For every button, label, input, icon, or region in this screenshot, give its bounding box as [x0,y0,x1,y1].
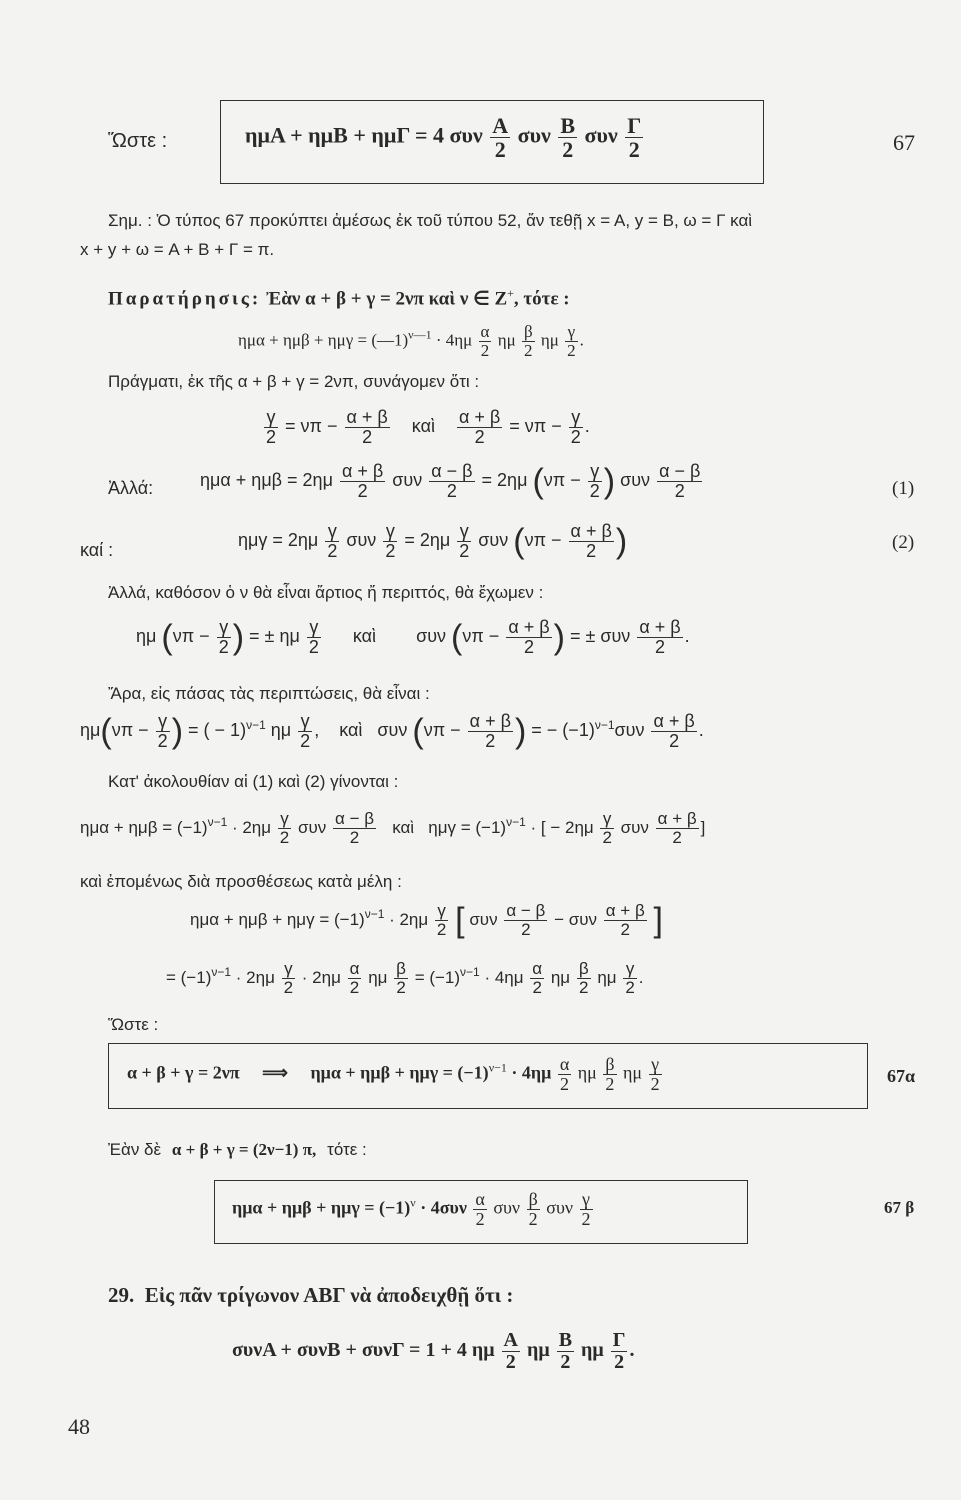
eq-text: · [ − 2ημ [525,817,594,837]
condition: α + β + γ = (2ν−1) π, [171,1140,317,1159]
frac-num: γ [298,712,312,732]
frac-num: γ [623,960,636,979]
eq-text: · 4ημ [431,330,473,350]
frac-num: α [532,959,543,978]
formula-67-lhs: ημΑ + ημΒ + ημΓ = 4 συν [245,122,483,148]
cos-text: συν [517,122,551,148]
cos-text: συν [346,530,377,551]
sin-text: ημ [540,330,559,350]
eq-text: νπ − [524,530,562,551]
eq-text: ημα + ημβ = 2ημ [200,470,333,491]
frac-den: 2 [674,480,685,501]
equation-e: $\eta\mu\alpha + \eta\mu\beta = (-1)^{\nu-1} \cdot 2\eta\mu$ $\frac{\gamma}{2}$ συν $\frac{\alpha - \beta}{2}$ καὶ $\eta\mu\gamma = (-1)^{\nu-1}$ · [ − 2ημ $\frac{\gamma}{2}$ συν $\frac{\alpha + \beta}{2}$ ] [80,809,706,847]
frac-den: 2 [283,977,294,997]
kai-label: καί : [80,540,114,560]
exponent: ν−1 [246,718,266,733]
frac-den: 2 [570,426,581,447]
frac-num: β [528,1189,538,1209]
oste-label-1: Ὥστε : [108,130,168,152]
eq-text: = (−1) [414,967,461,987]
frac-num: β [605,1054,615,1074]
eq-text: = ( − 1) [188,720,247,741]
paragraph-3: Ἄρα, εἰς πάσας τὰς περιπτώσεις, θὰ εἶναι : [108,684,430,703]
equation-d: ημ(νπ − $\frac{\gamma}{2}$ ) = ( − 1)$^{\nu-1}$ ημ $\frac{\gamma}{2}$ , καὶ συν (νπ − $\frac{\alpha + \beta}{2}$ ) = − $(-1)^{\nu-1}\sigma\upsilon\nu$ $\frac{\alpha + \beta}{2}$ . [80,711,704,751]
frac-den: 2 [357,480,368,501]
frac-den: 2 [521,919,531,939]
text: τότε : [327,1140,367,1159]
frac-den: 2 [581,1208,591,1229]
exponent: ν [410,1195,416,1210]
frac-num: γ [588,462,602,482]
cos-text: συν [377,720,408,741]
sin-text: ημ [136,626,157,647]
remark-then: , τότε : [513,288,570,310]
frac-num: α + β [570,521,612,541]
frac-den: 2 [528,1208,538,1229]
frac-den: 2 [628,137,640,163]
eq-text: ημγ = 2ημ [238,530,319,551]
exponent: ν—1 [408,327,432,342]
equation-2: ημγ = 2ημ $\frac{\gamma}{2}$ συν $\frac{\gamma}{2}$ = 2ημ $\frac{\gamma}{2}$ συν (νπ − $\frac{\alpha + \beta}{2}$ ) [238,521,628,561]
frac-num: γ [282,960,295,979]
frac-den: 2 [524,340,533,360]
sin-text: ημ [526,1339,550,1362]
sin-text: ημ [550,967,571,987]
equation-a: ημα + ημβ + ημγ = (—1)$^{\nu—1}$ · 4ημ $\frac{\alpha}{2}$ ημ $\frac{\beta}{2}$ ημ $\frac{\gamma}{2}$ . [238,322,584,360]
eq-text: · 2ημ [231,967,275,987]
frac-den: 2 [560,1073,570,1094]
frac-den: 2 [586,540,597,561]
frac-den: 2 [218,636,229,657]
frac-den: 2 [669,730,680,751]
frac-den: 2 [474,426,485,447]
equation-h: συνΑ + συνΒ + συνΓ = 1 + 4 ημ $\frac{A}{2}$ ημ $\frac{B}{2}$ ημ $\frac{\Gamma}{2}$ . [232,1329,635,1373]
alla-label: Ἀλλά: [108,478,154,498]
cos-text: συν [614,720,645,741]
frac-den: 2 [475,1208,485,1229]
oste-label-2: Ὥστε : [108,1015,159,1034]
eq-text: · 4ημ [479,967,524,987]
frac-den: 2 [654,636,665,657]
frac-den: 2 [349,977,360,997]
frac-num: α + β [508,617,550,637]
exponent: ν−1 [364,907,385,922]
frac-num: α − β [659,461,701,481]
frac-den: 2 [349,827,360,847]
cos-text: συν [469,909,498,929]
frac-num: γ [580,1190,593,1210]
equation-b: $\frac{\gamma}{2}$ = νπ − $\frac{\alpha + \beta}{2}$ καὶ $\frac{\alpha + \beta}{2}$ = νπ − $\frac{\gamma}{2}$ . [266,407,590,447]
exponent: ν−1 [207,815,228,830]
remark-title: Παρατήρησις: [108,288,262,310]
frac-den: 2 [602,827,612,847]
eq-text: · 2ημ [227,817,272,837]
equation-c: ημ (νπ − $\frac{\gamma}{2}$ ) = ± ημ $\frac{\gamma}{2}$ καὶ συν (νπ − $\frac{\alpha + \beta}{2}$ ) = ± συν $\frac{\alpha + \beta}{2}$ . [136,617,690,657]
frac-num: α + β [469,711,511,731]
eq-text: ημα + ημβ + ημγ = (−1) [232,1197,411,1218]
eq-text: νπ − [111,720,149,741]
frac-num: α + β [346,407,388,427]
page-number: 48 [68,1414,90,1439]
eq-text: ημα + ημβ + ημγ = (−1) [190,909,365,929]
eq-text: · 4ημ [506,1062,552,1083]
exponent: ν−1 [211,965,232,980]
frac-num: Γ [612,1329,626,1351]
paragraph-2: Ἀλλά, καθόσον ὁ ν θὰ εἶναι ἄρτιος ἤ περιττός, θὰ ἔχωμεν : [108,583,544,602]
frac-num: γ [649,1055,662,1075]
equation-g: = $(-1)^{\nu-1} \cdot 2\eta\mu$ $\frac{\gamma}{2}$ · 2ημ $\frac{\alpha}{2}$ ημ $\frac{\beta}{2}$ = $(-1)^{\nu-1} \cdot 4\eta\mu$ $\frac{\alpha}{2}$ ημ $\frac{\beta}{2}$ ημ $\frac{\gamma}{2}$ . [166,959,644,997]
frac-num: α [475,1189,485,1209]
frac-num: Α [492,113,509,138]
sin-text: ημ [80,720,101,741]
frac-num: γ [325,522,339,542]
frac-den: 2 [505,1351,516,1373]
eq-text: = 2ημ [404,530,451,551]
exercise-text: Εἰς πᾶν τρίγωνον ΑΒΓ νὰ ἀποδειχθῇ ὅτι : [144,1283,514,1307]
cos-text: συν [546,1197,574,1218]
eq-text: νπ − [462,626,500,647]
cos-text: συν [493,1197,521,1218]
eq-text: = ± ημ [249,626,300,647]
cos-text: συν [416,626,447,647]
frac-num: γ [217,618,231,638]
text: Ἐὰν δὲ [108,1140,162,1159]
frac-den: 2 [266,426,277,447]
eq-text: · 4συν [415,1197,467,1218]
cos-text: συν [620,817,649,837]
frac-num: α + β [459,407,501,427]
paragraph-1: Πράγματι, ἐκ τῆς α + β + γ = 2νπ, συνάγομεν ὅτι : [108,372,480,391]
eq-text: νπ − [543,470,581,491]
frac-den: 2 [327,540,338,561]
frac-den: 2 [480,340,490,360]
frac-den: 2 [560,1351,571,1373]
superscript: + [507,286,514,300]
formula-67a [127,1055,664,1094]
frac-den: 2 [300,730,311,751]
remark-line [108,286,570,310]
exponent: ν−1 [506,815,526,830]
equation-f: $\eta\mu\alpha + \eta\mu\beta + \eta\mu\gamma = (-1)^{\nu-1} \cdot 2\eta\mu$ $\frac{\gamma}{2}$ [ συν $\frac{\alpha - \beta}{2}$ − συν $\frac{\alpha + \beta}{2}$ ] [190,901,663,940]
frac-den: 2 [614,1351,625,1373]
cos-text: συν [478,530,509,551]
frac-num: α + β [605,901,645,920]
frac-den: 2 [494,137,506,163]
frac-den: 2 [578,977,589,997]
paragraph-6 [108,1140,367,1160]
kai-text: καὶ [392,817,415,837]
frac-num: γ [600,810,613,829]
exercise-number: 29. [108,1283,135,1307]
frac-den: 2 [672,827,682,847]
exponent: ν−1 [594,718,615,733]
frac-num: Β [558,1329,573,1351]
cos-text: συν [298,817,327,837]
frac-den: 2 [308,636,319,657]
frac-num: γ [278,810,291,829]
frac-num: γ [156,712,170,732]
frac-num: α [349,959,360,978]
frac-num: Γ [627,113,642,138]
frac-den: 2 [396,977,406,997]
note-line-1: Σημ. : Ὁ τύπος 67 προκύπτει ἀμέσως ἐκ τοῦ τύπου 52, ἄν τεθῇ x = A, y = B, ω = Γ καὶ [108,211,753,230]
equation-number-1: (1) [892,478,915,499]
formula-number-67a: 67α [887,1066,916,1086]
paragraph-4: Κατ' ἀκολουθίαν αἱ (1) καὶ (2) γίνονται : [108,772,399,791]
frac-num: α − β [431,461,473,481]
frac-num: β [578,959,589,978]
frac-den: 2 [459,540,470,561]
frac-num: α + β [341,461,384,481]
exponent: ν−1 [460,965,480,980]
frac-num: γ [569,408,583,428]
sin-text: ημ [368,967,388,987]
formula-number-67b: 67 β [884,1198,915,1217]
paragraph-5: καὶ ἐπομένως διὰ προσθέσεως κατὰ μέλη : [80,872,402,891]
frac-num: γ [307,618,321,638]
eq-text: ημα + ημβ = (−1) [80,817,208,837]
frac-den: 2 [279,827,290,847]
formula-number-67: 67 [893,130,915,155]
frac-den: 2 [485,730,496,751]
eq-text: νπ − [423,720,461,741]
implies-arrow: ⟹ [262,1062,288,1083]
kai-text: καὶ [411,416,435,437]
frac-num: γ [435,902,448,921]
frac-num: α + β [639,617,681,637]
frac-num: α − β [506,901,546,920]
exponent: ν−1 [488,1060,507,1075]
frac-num: α + β [653,711,695,731]
frac-num: γ [383,522,397,542]
cos-text: συν [584,122,618,148]
equation-number-2: (2) [892,532,915,553]
frac-num: Α [503,1329,518,1351]
frac-den: 2 [620,919,630,939]
eq-text: συνΑ + συνΒ + συνΓ = 1 + 4 ημ [232,1339,495,1362]
frac-num: β [396,959,406,978]
cos-text: συν [620,470,651,491]
frac-num: α − β [335,809,375,828]
eq-text: = νπ − [285,416,338,437]
frac-num: Β [560,113,576,138]
sin-text: ημ [497,330,516,350]
sin-text: ημ [581,1339,604,1362]
eq-text: · 2ημ [301,967,341,987]
frac-den: 2 [567,340,576,360]
eq-text: = ± συν [569,626,631,647]
frac-num: α [559,1054,570,1074]
note-line-2: x + y + ω = A + B + Γ = π. [80,240,275,259]
frac-num: β [523,322,533,341]
eq-text: · 2ημ [384,909,429,929]
exercise-29 [108,1283,513,1308]
sin-text: ημ [577,1062,597,1083]
remark-condition: Ἐὰν α + β + γ = 2νπ καὶ ν ∈ Z [265,288,508,310]
sin-text: ημ [623,1062,643,1083]
cos-text: συν [392,470,423,491]
eq-text: ημα + ημβ + ημγ = (−1) [310,1062,489,1083]
sin-text: ημ [270,720,292,741]
frac-den: 2 [625,977,635,997]
frac-den: 2 [436,919,447,939]
frac-den: 2 [650,1073,660,1094]
frac-den: 2 [605,1073,615,1094]
eq-text: = − (−1) [531,720,595,741]
frac-num: γ [457,522,471,542]
formula-67b [232,1190,595,1229]
equation-1: ημα + ημβ = 2ημ $\frac{\alpha + \beta}{2}$ συν $\frac{\alpha - \beta}{2}$ = 2ημ (νπ − $\frac{\gamma}{2}$ ) συν $\frac{\alpha - \beta}{2}$ [200,461,701,501]
frac-den: 2 [523,636,534,657]
kai-text: καὶ [339,720,363,741]
frac-num: γ [565,323,578,342]
frac-den: 2 [446,480,457,501]
eq-text: − συν [554,909,598,929]
frac-den: 2 [362,426,373,447]
kai-text: καὶ [352,626,377,647]
eq-text: ημα + ημβ + ημγ = (—1) [238,330,409,350]
frac-den: 2 [385,540,396,561]
frac-den: 2 [562,137,574,163]
formula-67 [245,114,645,161]
frac-den: 2 [157,730,168,751]
frac-num: α [480,322,490,341]
frac-num: α + β [657,809,697,828]
eq-text: = (−1) [166,967,212,987]
eq-text: = νπ − [509,416,562,437]
eq-text: = 2ημ [481,470,528,491]
frac-den: 2 [532,977,542,997]
eq-text: νπ − [172,626,210,647]
eq-text: ημγ = (−1) [428,817,507,837]
frac-num: γ [264,408,278,428]
formula-condition: α + β + γ = 2νπ [127,1062,240,1083]
frac-den: 2 [589,480,600,501]
sin-text: ημ [597,967,617,987]
